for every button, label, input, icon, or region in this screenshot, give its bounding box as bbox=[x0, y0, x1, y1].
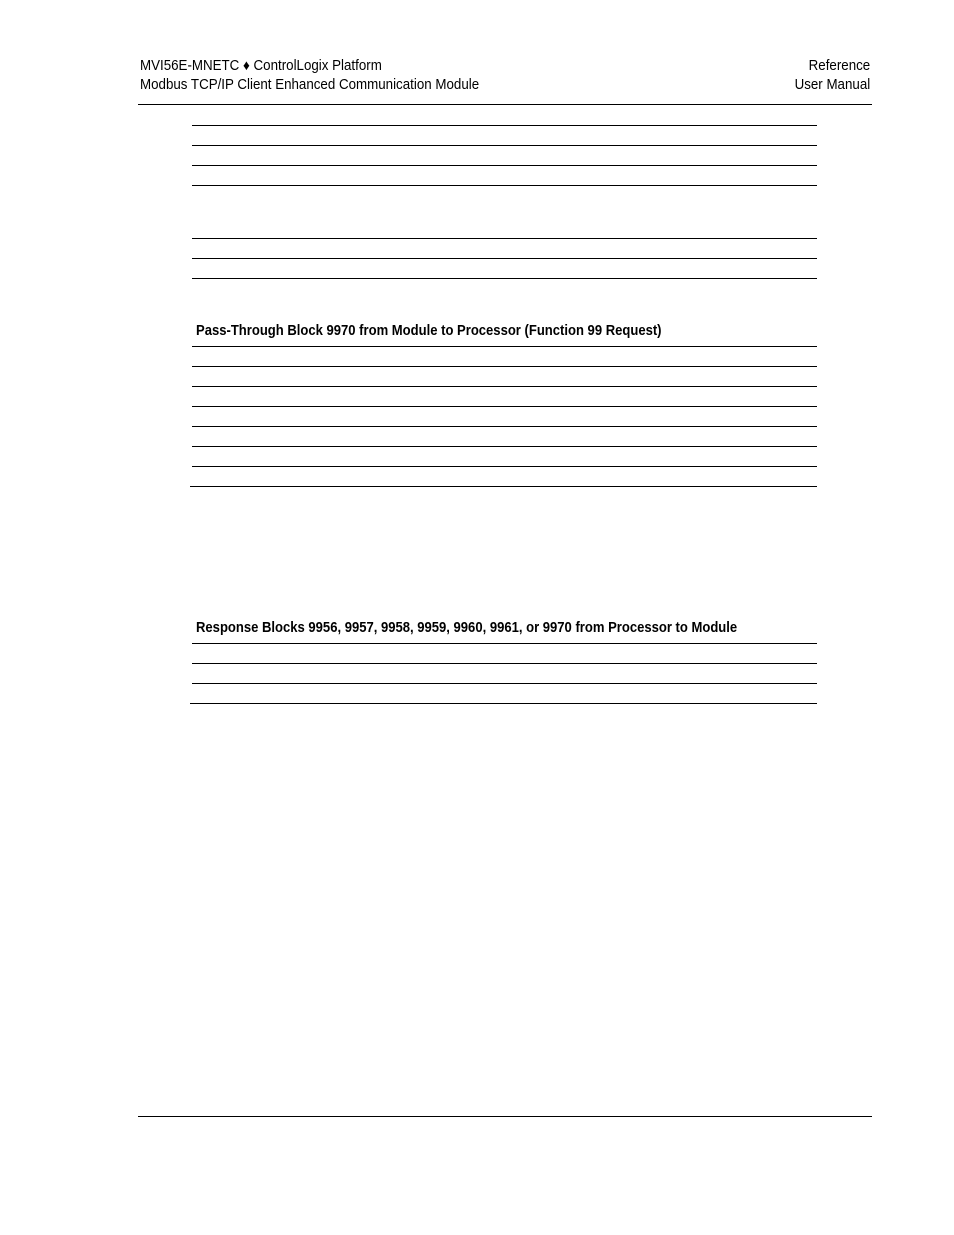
page-header-left bbox=[140, 57, 479, 95]
table-row-divider bbox=[192, 366, 817, 367]
table-row-divider bbox=[192, 258, 817, 259]
table-row-divider bbox=[192, 346, 817, 347]
table-row-divider bbox=[192, 145, 817, 146]
table-row-divider bbox=[192, 406, 817, 407]
table-row-divider bbox=[192, 125, 817, 126]
header-module-name: Modbus TCP/IP Client Enhanced Communication Module bbox=[140, 77, 480, 93]
page-header-right bbox=[794, 57, 870, 95]
table-row-divider bbox=[192, 663, 817, 664]
table-row-divider bbox=[192, 185, 817, 186]
header-divider bbox=[138, 104, 872, 105]
table-row-divider bbox=[192, 683, 817, 684]
header-section-name: Reference bbox=[808, 58, 870, 74]
table-row-divider bbox=[192, 446, 817, 447]
footer-divider bbox=[138, 1116, 872, 1117]
table-row-divider bbox=[192, 165, 817, 166]
table-title: Response Blocks 9956, 9957, 9958, 9959, 9960, 9961, or 9970 from Processor to Module bbox=[196, 620, 738, 636]
table-row-divider bbox=[192, 386, 817, 387]
table-row-divider bbox=[192, 278, 817, 279]
table-bottom-border bbox=[190, 703, 817, 704]
table-row-divider bbox=[192, 426, 817, 427]
table-title: Pass-Through Block 9970 from Module to Processor (Function 99 Request) bbox=[196, 323, 662, 339]
table-row-divider bbox=[192, 238, 817, 239]
header-product-line: MVI56E-MNETC ♦ ControlLogix Platform bbox=[140, 58, 382, 74]
table-bottom-border bbox=[190, 486, 817, 487]
table-row-divider bbox=[192, 643, 817, 644]
table-row-divider bbox=[192, 466, 817, 467]
header-document-type: User Manual bbox=[794, 77, 870, 93]
